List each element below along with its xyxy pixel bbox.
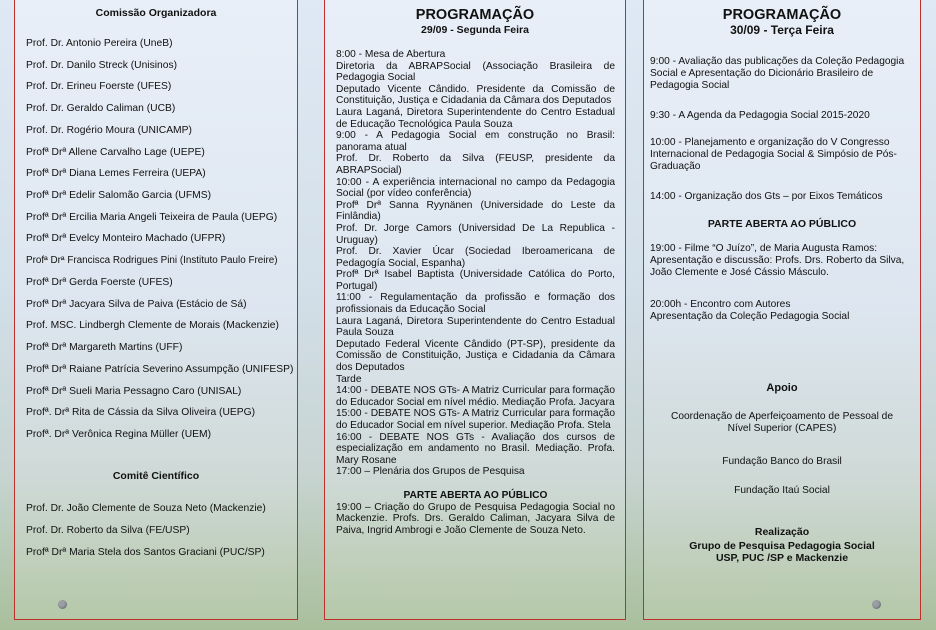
schedule-line: Deputado Vicente Cândido. Presidente da Comissão de Constituição, Justiça e Cidadania da Câmara dos Deputados <box>336 83 615 107</box>
open-session-text: 19:00 – Criação do Grupo de Pesquisa Pedagogia Social no Mackenzie. Profs. Drs. Geraldo Caliman, Jacyara Silva de Paiva, Ingrid Ambrogi e João Clemente de Souza Neto. <box>336 501 615 536</box>
schedule-day2-panel <box>643 0 921 620</box>
committee-member: Prof. Dr. Rogério Moura (UNICAMP) <box>26 125 192 136</box>
schedule-line: Laura Laganá, Diretora Superintendente do Centro Estadual Paula Souza <box>336 315 615 339</box>
schedule-line: Deputado Federal Vicente Cândido (PT-SP), presidente da Comissão de Constituição, Justiça e Cidadania da Câmara dos Deputados <box>336 338 615 374</box>
schedule-line: Prof. Dr. Roberto da Silva (FEUSP, presidente da ABRAPSocial) <box>336 153 615 176</box>
committee-panel <box>14 0 298 620</box>
schedule-line: Diretoria da ABRAPSocial (Associação Brasileira de Pedagogia Social <box>336 60 615 84</box>
schedule-item <box>650 56 912 91</box>
schedule-line: Laura Laganá, Diretora Superintendente do Centro Estadual de Educação Tecnológica Paula Souza <box>336 106 615 130</box>
realization-line: Grupo de Pesquisa Pedagogia Social <box>689 540 875 552</box>
open-session-title: PARTE ABERTA AO PÚBLICO <box>403 489 548 501</box>
schedule-body <box>336 49 615 536</box>
decorative-dot <box>58 600 67 609</box>
open-session-text: 19:00 - Filme “O Juízo”, de Maria Augusta Ramos: Apresentação e discussão: Profs. Drs. Roberto da Silva, João Clemente e José Cássio Másculo. <box>650 243 905 278</box>
committee-member: Profª Drª Gerda Foerste (UFES) <box>26 277 173 288</box>
committee-member: Profª. Drª Verônica Regina Müller (UEM) <box>26 429 212 440</box>
committee-member: Prof. Dr. Erineu Foerste (UFES) <box>26 81 172 92</box>
schedule-line: 11:00 - Regulamentação da profissão e formação dos profissionais da Educação Social <box>336 292 615 316</box>
decorative-dot <box>872 600 881 609</box>
scientific-member: Prof. Dr. Roberto da Silva (FE/USP) <box>26 525 190 536</box>
committee-member: Prof. Dr. Geraldo Caliman (UCB) <box>26 103 176 114</box>
committee-member: Profª Drª Edelir Salomão Garcia (UFMS) <box>26 190 211 201</box>
committee-member: Profª Drª Evelcy Monteiro Machado (UFPR) <box>26 233 226 244</box>
schedule-line: Prof. Dr. Xavier Úcar (Sociedad Iberoamericana de Pedagogía Social, Espanha) <box>336 246 615 269</box>
schedule-line: Profª Drª Isabel Baptista (Universidade Católica do Porto, Portugal) <box>336 269 615 292</box>
support-title: Apoio <box>766 382 798 394</box>
schedule-line: 16:00 - DEBATE NOS GTs - Avaliação dos cursos de especialização em andamento no Brasil. Mediação. Profa. Mary Rosane <box>336 431 615 466</box>
schedule-line: Tarde <box>336 373 362 385</box>
scientific-committee-title: Comitê Científico <box>112 470 200 482</box>
committee-member: Profª Drª Allene Carvalho Lage (UEPE) <box>26 147 205 158</box>
schedule-day1-panel <box>324 0 626 620</box>
open-session-text: 20:00h - Encontro com Autores Apresentação da Coleção Pedagogia Social <box>650 299 850 322</box>
schedule-line: 9:00 - A Pedagogia Social em construção no Brasil: panorama atual <box>336 130 615 153</box>
support-item: Coordenação de Aperfeiçoamento de Pessoal de Nível Superior (CAPES) <box>670 411 893 434</box>
schedule-title: PROGRAMAÇÃO <box>722 7 842 23</box>
schedule-line: 17:00 – Plenária dos Grupos de Pesquisa <box>336 466 525 478</box>
support-item: Fundação Banco do Brasil <box>722 456 842 467</box>
schedule-line: Prof. Dr. Jorge Camors (Universidad De La Republica - Uruguay) <box>336 222 615 246</box>
schedule-date: 30/09 - Terça Feira <box>730 23 834 37</box>
committee-member: Profª Drª Diana Lemes Ferreira (UEPA) <box>26 168 206 179</box>
scientific-member: Prof. Dr. João Clemente de Souza Neto (Mackenzie) <box>26 503 266 514</box>
schedule-line: Profª Drª Sanna Ryynänen (Universidade do Leste da Finlândia) <box>336 199 615 223</box>
realization-line: USP, PUC /SP e Mackenzie <box>715 552 849 564</box>
committee-member: Prof. Dr. Antonio Pereira (UneB) <box>26 38 173 49</box>
open-session-item <box>650 299 912 323</box>
schedule-date: 29/09 - Segunda Feira <box>421 24 529 36</box>
schedule-line: 14:00 - DEBATE NOS GTs- A Matriz Curricular para formação do Educador Social em nível médio. Mediação Profa. Jacyara <box>336 385 615 408</box>
open-session-item <box>650 243 912 278</box>
support-item: Fundação Itaú Social <box>734 485 830 496</box>
schedule-item-text: 9:30 - A Agenda da Pedagogia Social 2015-2020 <box>650 110 870 121</box>
schedule-title: PROGRAMAÇÃO <box>415 7 535 23</box>
scientific-member: Profª Drª Maria Stela dos Santos Graciani (PUC/SP) <box>26 547 265 558</box>
committee-member: Profª Drª Sueli Maria Pessagno Caro (UNISAL) <box>26 386 242 397</box>
schedule-item <box>650 191 912 203</box>
committee-member: Profª Drª Raiane Patrícia Severino Assumpção (UNIFESP) <box>26 364 294 375</box>
committee-member: Profª Drª Margareth Martins (UFF) <box>26 342 183 353</box>
schedule-line: 15:00 - DEBATE NOS GTs- A Matriz Curricular para formação do Educador Social em nível superior. Mediação Profa. Stela <box>336 408 615 431</box>
open-session-title: PARTE ABERTA AO PÚBLICO <box>707 218 857 230</box>
schedule-item <box>650 110 912 122</box>
committee-member: Profª Drª Ercilia Maria Angeli Teixeira de Paula (UEPG) <box>26 212 278 223</box>
committee-member: Prof. Dr. Danilo Streck (Unisinos) <box>26 60 178 71</box>
realization-title: Realização <box>754 526 810 538</box>
committee-member: Profª Drª Jacyara Silva de Paiva (Estácio de Sá) <box>26 299 247 310</box>
schedule-item-text: 9:00 - Avaliação das publicações da Coleção Pedagogia Social e Apresentação do Dicionário Brasileiro de Pedagogia Social <box>650 56 905 91</box>
schedule-line: 10:00 - A experiência internacional no campo da Pedagogia Social (por vídeo conferência) <box>336 176 615 200</box>
schedule-line: 8:00 - Mesa de Abertura <box>336 49 446 60</box>
committee-title: Comissão Organizadora <box>95 7 217 19</box>
schedule-item-text: 10:00 - Planejamento e organização do V Congresso Internacional de Pedagogia Social & Simpósio de Pós-Graduação <box>650 137 897 172</box>
committee-member: Profª Drª Francisca Rodrigues Pini (Instituto Paulo Freire) <box>26 255 278 266</box>
committee-member: Prof. MSC. Lindbergh Clemente de Morais (Mackenzie) <box>26 320 279 331</box>
schedule-item <box>650 137 912 172</box>
schedule-item-text: 14:00 - Organização dos Gts – por Eixos Temáticos <box>650 191 883 202</box>
committee-member: Profª. Drª Rita de Cássia da Silva Oliveira (UEPG) <box>26 407 256 418</box>
